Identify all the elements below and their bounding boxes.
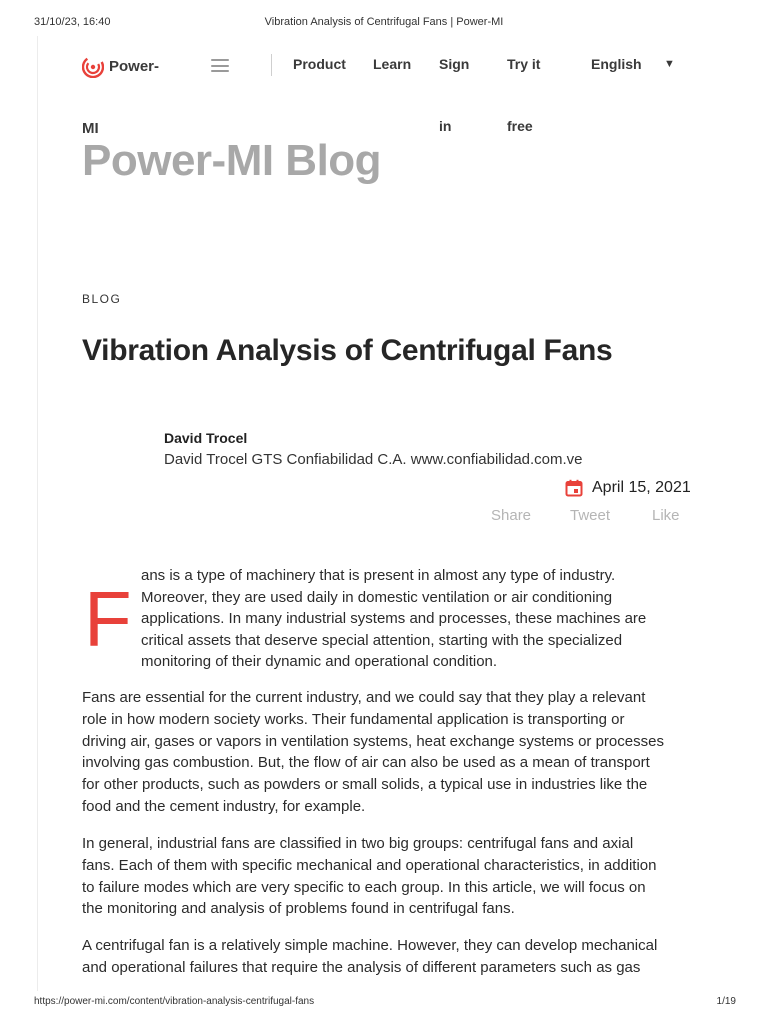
intro-paragraph [141,565,681,673]
body-paragraph [82,687,682,818]
paragraph-line: role in how modern society works. Their fundamental application is transporting or [82,710,625,728]
intro-line: ans is a type of machinery that is present in almost any type of industry. [141,567,616,584]
publish-date-text: April 15, 2021 [592,479,691,496]
hamburger-menu-icon[interactable] [211,59,229,72]
paragraph-line: and operational failures that require the analysis of different parameters such as gas [82,958,641,976]
paragraph-line: fans. Each of them with specific mechanical and operational characteristics, in addition [82,856,657,874]
intro-line: monitoring of their dynamic and operational condition. [141,653,498,671]
print-page-title: Vibration Analysis of Centrifugal Fans | Power-MI [264,16,504,28]
top-navigation [0,54,768,144]
like-button[interactable]: Like [652,507,680,524]
paragraph-line: driving air, gases or vapors in ventilation systems, heat exchange systems or processes [82,732,664,750]
nav-try-free-link[interactable]: Try it [507,56,541,72]
print-page-number: 1/19 [716,996,736,1007]
paragraph-line: In general, industrial fans are classified in two big groups: centrifugal fans and axial [82,835,634,852]
body-paragraph [82,935,682,979]
paragraph-line: to failure modes which are very specific to each group. In this article, we will focus on [82,878,646,896]
print-datetime: 31/10/23, 16:40 [34,16,111,28]
paragraph-line: A centrifugal fan is a relatively simple machine. However, they can develop mechanical [82,937,658,954]
publish-date [565,479,691,497]
logo-text: Power- [109,58,160,75]
nav-product-link[interactable]: Product [293,56,346,72]
paragraph-line: Fans are essential for the current industry, and we could say that they play a relevant [82,689,646,706]
nav-sign-in-link-continued[interactable]: in [439,118,452,134]
paragraph-line: food and the cement industry, for example. [82,797,366,815]
paragraph-line: for other products, such as powders or small solids, a typical use in industries like the [82,776,648,794]
dropdown-arrow-icon[interactable]: ▼ [664,58,675,70]
intro-line: applications. In many industrial systems and processes, these machines are [141,610,647,628]
power-mi-logo[interactable] [82,56,160,137]
paragraph-line: the monitoring and analysis of problems found in centrifugal fans. [82,900,515,918]
paragraph-line: involving gas combustion. But, the flow of air can also be used as a mean of transport [82,754,650,772]
author-description: David Trocel GTS Confiabilidad C.A. www.confiabilidad.com.ve [164,451,583,468]
nav-sign-in-link[interactable]: Sign [439,56,470,72]
intro-line: critical assets that deserve special attention, starting with the specialized [141,631,623,649]
page-left-border [37,36,38,991]
intro-line: Moreover, they are used daily in domestic ventilation or air conditioning [141,588,613,606]
share-button[interactable]: Share [491,507,532,524]
nav-try-free-link-continued[interactable]: free [507,118,533,134]
tweet-button[interactable]: Tweet [570,507,611,524]
nav-learn-link[interactable]: Learn [373,56,412,72]
body-paragraph [82,833,682,920]
calendar-icon [565,479,583,497]
logo-text-continued: MI [82,120,99,137]
author-name: David Trocel [164,430,248,446]
category-label[interactable]: BLOG [82,292,122,306]
nav-divider [271,54,272,76]
power-mi-logo-icon [82,56,104,78]
print-url: https://power-mi.com/content/vibration-analysis-centrifugal-fans [34,996,315,1007]
language-selector[interactable]: English [591,56,642,72]
blog-heading: Power-MI Blog [82,136,382,185]
drop-cap: F [84,575,132,663]
article-title: Vibration Analysis of Centrifugal Fans [82,334,613,367]
